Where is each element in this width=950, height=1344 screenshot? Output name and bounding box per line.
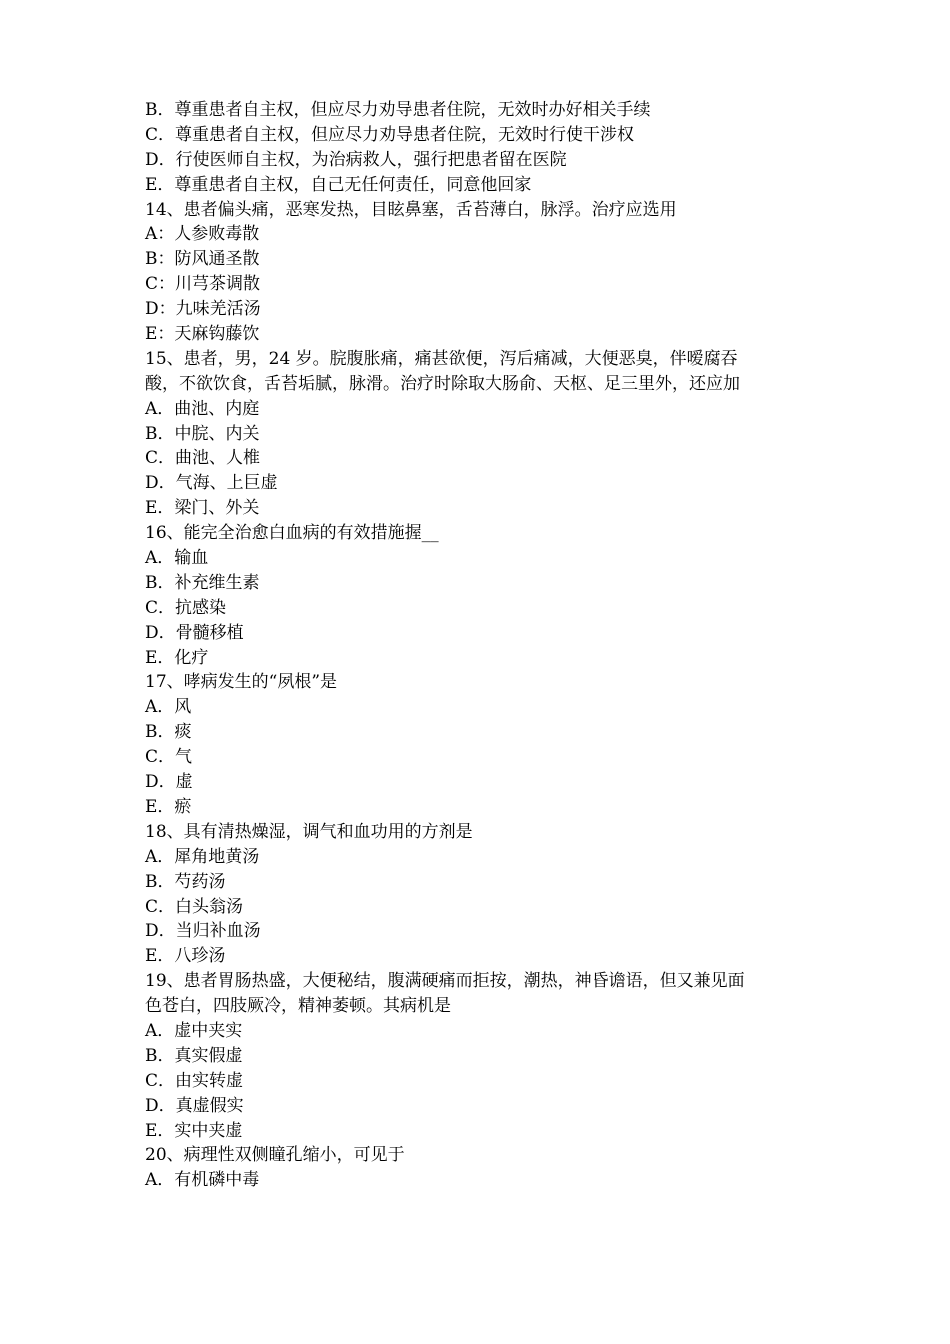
text-line: 色苍白，四肢厥冷，精神萎顿。其病机是 [145,996,451,1017]
text-line: D．当归补血汤 [145,921,261,942]
text-line: B．尊重患者自主权，但应尽力劝导患者住院，无效时办好相关手续 [145,100,651,120]
text-line: B．补充维生素 [145,572,260,593]
question-17: 17、哮病发生的“夙根”是 [145,672,338,693]
question-19: 19、患者胃肠热盛，大便秘结，腹满硬痛而拒按，潮热，神昏谵语，但又兼见面 [145,971,745,992]
text-line: A：人参败毒散 [145,224,260,245]
text-line: B：防风通圣散 [145,249,260,270]
text-line: C．气 [145,747,193,768]
text-line: B．痰 [145,722,192,743]
text-line: E：天麻钩藤饮 [145,324,260,345]
text-line: C：川芎茶调散 [145,274,261,295]
text-line: B．真实假虚 [145,1045,243,1066]
text-line: B．中脘、内关 [145,423,260,444]
question-16: 16、能完全治愈白血病的有效措施握__ [145,523,439,544]
text-line: C．曲池、人椎 [145,448,261,469]
document-content [145,98,825,1193]
question-15: 15、患者，男，24 岁。脘腹胀痛，痛甚欲便，泻后痛减，大便恶臭，伴嗳腐吞 [145,348,738,369]
text-line: E．八珍汤 [145,946,226,967]
text-line: D．气海、上巨虚 [145,473,278,494]
question-18: 18、具有清热燥湿，调气和血功用的方剂是 [145,821,473,842]
question-14: 14、患者偏头痛，恶寒发热，目眩鼻塞，舌苔薄白，脉浮。治疗应选用 [145,199,677,220]
text-line: A．虚中夹实 [145,1020,243,1041]
text-line: 酸，不欲饮食，舌苔垢腻，脉滑。治疗时除取大肠俞、天枢、足三里外，还应加 [145,373,740,394]
text-line: C．抗感染 [145,597,227,618]
text-line: A．曲池、内庭 [145,398,260,419]
text-line: E．尊重患者自主权，自己无任何责任，同意他回家 [145,174,532,195]
text-line: B．芍药汤 [145,871,226,892]
text-line: C．尊重患者自主权，但应尽力劝导患者住院，无效时行使干涉权 [145,124,635,145]
text-line: D：九味羌活汤 [145,299,261,320]
text-line: E．瘀 [145,796,192,817]
text-line: C．由实转虚 [145,1070,244,1091]
text-line: A．犀角地黄汤 [145,846,260,867]
text-line: D．虚 [145,772,193,793]
text-line: D．真虚假实 [145,1095,244,1116]
text-line: A．输血 [145,548,209,569]
text-line: E．实中夹虚 [145,1120,243,1141]
text-line: C．白头翁汤 [145,896,244,917]
question-20: 20、病理性双侧瞳孔缩小，可见于 [145,1145,405,1166]
text-line: D．行使医师自主权，为治病救人，强行把患者留在医院 [145,149,567,170]
text-line: A．风 [145,697,192,718]
text-line: D．骨髓移植 [145,622,244,643]
text-line: A．有机磷中毒 [145,1170,260,1191]
text-line: E．梁门、外关 [145,498,260,519]
text-line: E．化疗 [145,647,209,668]
